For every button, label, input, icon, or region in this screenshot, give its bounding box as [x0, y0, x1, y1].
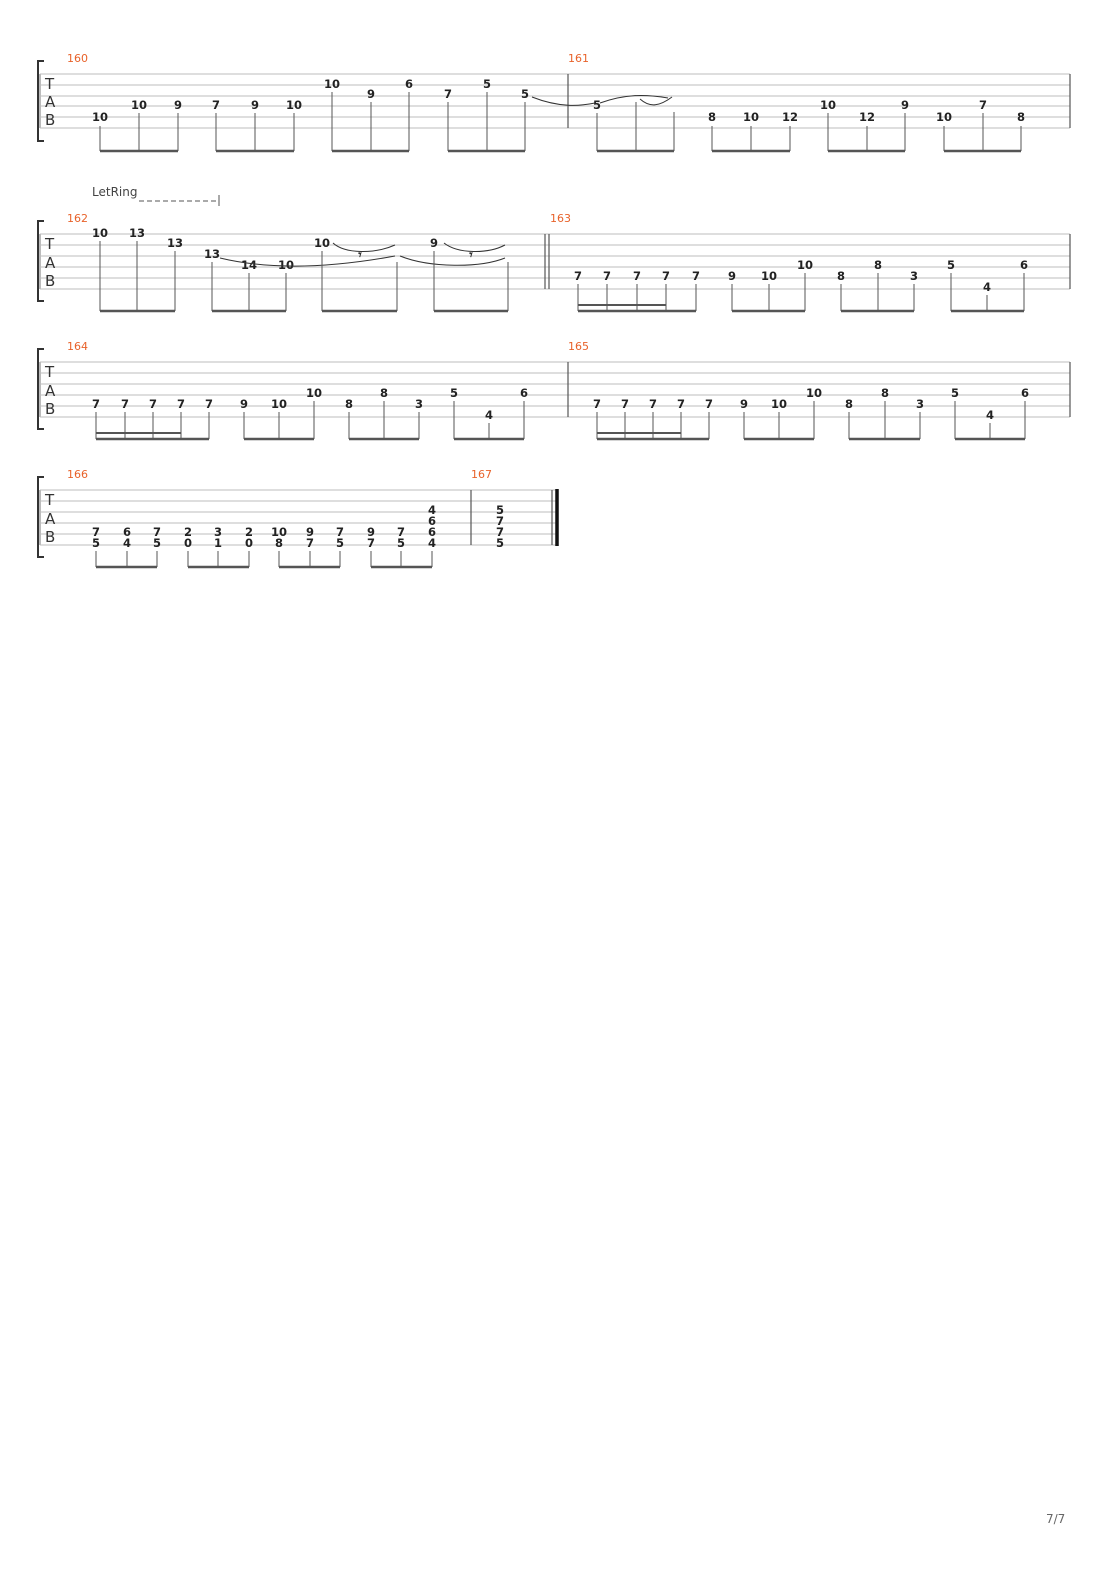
fret-number: 3	[909, 269, 919, 283]
fret-number: 9	[366, 525, 376, 539]
fret-number: 7	[366, 536, 376, 550]
fret-number: 7	[691, 269, 701, 283]
fret-number: 7	[148, 397, 158, 411]
fret-number: 2	[183, 525, 193, 539]
beams	[578, 305, 1024, 311]
fret-number: 10	[91, 110, 109, 124]
fret-number: 7	[335, 525, 345, 539]
fret-number: 5	[592, 98, 602, 112]
fret-number: 5	[152, 536, 162, 550]
fret-number: 13	[128, 226, 146, 240]
tab-clef-t: T	[45, 235, 55, 253]
fret-number: 7	[661, 269, 671, 283]
fret-number: 0	[244, 536, 254, 550]
fret-number: 7	[211, 98, 221, 112]
fret-number: 9	[900, 98, 910, 112]
measure-number: 161	[568, 52, 589, 65]
fret-number: 3	[213, 525, 223, 539]
fret-number: 7	[632, 269, 642, 283]
measure-number: 162	[67, 212, 88, 225]
fret-number: 10	[305, 386, 323, 400]
fret-number: 13	[166, 236, 184, 250]
beams	[96, 433, 524, 439]
tab-clef-a: A	[45, 382, 56, 400]
fret-number: 7	[495, 525, 505, 539]
fret-number: 10	[819, 98, 837, 112]
fret-number: 9	[250, 98, 260, 112]
fret-number: 6	[404, 77, 414, 91]
fret-number: 7	[120, 397, 130, 411]
fret-number: 9	[366, 87, 376, 101]
tab-clef-b: B	[45, 111, 56, 129]
fret-number: 1	[213, 536, 223, 550]
fret-number: 9	[305, 525, 315, 539]
measure-number: 165	[568, 340, 589, 353]
fret-number: 10	[270, 525, 288, 539]
fret-number: 4	[122, 536, 132, 550]
fret-number: 5	[482, 77, 492, 91]
fret-number: 3	[414, 397, 424, 411]
fret-number: 8	[873, 258, 883, 272]
fret-number: 8	[880, 386, 890, 400]
fret-number: 4	[985, 408, 995, 422]
fret-number: 9	[429, 236, 439, 250]
fret-number: 5	[946, 258, 956, 272]
fret-number: 7	[305, 536, 315, 550]
tab-clef-t: T	[45, 75, 55, 93]
fret-number: 7	[396, 525, 406, 539]
fret-number: 10	[935, 110, 953, 124]
measure-number: 166	[67, 468, 88, 481]
fret-number: 8	[844, 397, 854, 411]
fret-number: 9	[173, 98, 183, 112]
fret-number: 8	[344, 397, 354, 411]
fret-number: 14	[240, 258, 258, 272]
fret-number: 10	[313, 236, 331, 250]
fret-number: 10	[805, 386, 823, 400]
note-stems	[100, 241, 508, 311]
fret-number: 6	[1020, 386, 1030, 400]
fret-number: 4	[427, 503, 437, 517]
fret-number: 13	[203, 247, 221, 261]
fret-number: 5	[520, 87, 530, 101]
tab-clef-t: T	[45, 363, 55, 381]
page-number: 7/7	[1046, 1512, 1066, 1526]
fret-number: 7	[152, 525, 162, 539]
measure-number: 163	[550, 212, 571, 225]
fret-number: 7	[602, 269, 612, 283]
fret-number: 7	[91, 525, 101, 539]
fret-number: 7	[573, 269, 583, 283]
fret-number: 0	[183, 536, 193, 550]
system-2	[38, 185, 1070, 311]
fret-number: 12	[858, 110, 876, 124]
let-ring-label: LetRing	[92, 185, 138, 199]
system-4	[38, 468, 557, 567]
fret-number: 5	[449, 386, 459, 400]
fret-number: 5	[495, 503, 505, 517]
note-stems	[100, 92, 525, 151]
system-1	[38, 52, 1070, 151]
fret-number: 10	[760, 269, 778, 283]
note-stems	[96, 551, 432, 567]
fret-number: 8	[274, 536, 284, 550]
fret-number: 7	[495, 514, 505, 528]
fret-number: 4	[484, 408, 494, 422]
fret-number: 4	[982, 280, 992, 294]
fret-number: 5	[495, 536, 505, 550]
tie-slur	[600, 95, 668, 103]
fret-number: 10	[770, 397, 788, 411]
tab-clef-a: A	[45, 254, 56, 272]
system-bracket	[38, 61, 44, 141]
fret-number: 8	[707, 110, 717, 124]
fret-number: 2	[244, 525, 254, 539]
staff-lines	[40, 74, 1070, 128]
measure-number: 160	[67, 52, 88, 65]
note-stems	[597, 102, 1021, 151]
fret-number: 8	[379, 386, 389, 400]
eighth-rest: 𝄾	[469, 248, 473, 263]
tab-clef-t: T	[45, 491, 55, 509]
fret-number: 12	[781, 110, 799, 124]
fret-number: 10	[91, 226, 109, 240]
system-3	[38, 340, 1070, 439]
fret-number: 5	[91, 536, 101, 550]
measure-number: 164	[67, 340, 88, 353]
fret-number: 7	[443, 87, 453, 101]
fret-number: 10	[323, 77, 341, 91]
tab-clef-a: A	[45, 93, 56, 111]
tab-clef-a: A	[45, 510, 56, 528]
fret-number: 8	[1016, 110, 1026, 124]
tie-slur	[532, 97, 595, 105]
tab-clef-b: B	[45, 400, 56, 418]
fret-number: 10	[742, 110, 760, 124]
fret-number: 7	[676, 397, 686, 411]
measure-number: 167	[471, 468, 492, 481]
fret-number: 9	[239, 397, 249, 411]
eighth-rest: 𝄾	[358, 248, 362, 263]
fret-number: 10	[270, 397, 288, 411]
fret-number: 8	[836, 269, 846, 283]
fret-number: 4	[427, 536, 437, 550]
fret-number: 7	[91, 397, 101, 411]
fret-number: 10	[285, 98, 303, 112]
fret-number: 7	[704, 397, 714, 411]
fret-number: 6	[427, 514, 437, 528]
fret-number: 6	[427, 525, 437, 539]
fret-number: 5	[396, 536, 406, 550]
tie-slur	[333, 243, 395, 252]
fret-number: 6	[519, 386, 529, 400]
fret-number: 10	[796, 258, 814, 272]
fret-number: 7	[176, 397, 186, 411]
fret-number: 7	[648, 397, 658, 411]
tie-slur	[444, 243, 505, 252]
fret-number: 6	[1019, 258, 1029, 272]
fret-number: 5	[950, 386, 960, 400]
fret-number: 7	[620, 397, 630, 411]
fret-number: 3	[915, 397, 925, 411]
fret-number: 7	[978, 98, 988, 112]
staff-lines	[40, 490, 556, 545]
fret-number: 9	[727, 269, 737, 283]
tab-clef-b: B	[45, 272, 56, 290]
fret-number: 7	[592, 397, 602, 411]
beams	[597, 433, 1025, 439]
fret-number: 6	[122, 525, 132, 539]
fret-number: 9	[739, 397, 749, 411]
fret-number: 5	[335, 536, 345, 550]
tab-clef-b: B	[45, 528, 56, 546]
fret-number: 10	[130, 98, 148, 112]
tie-slur	[400, 256, 505, 265]
fret-number: 10	[277, 258, 295, 272]
fret-number: 7	[204, 397, 214, 411]
